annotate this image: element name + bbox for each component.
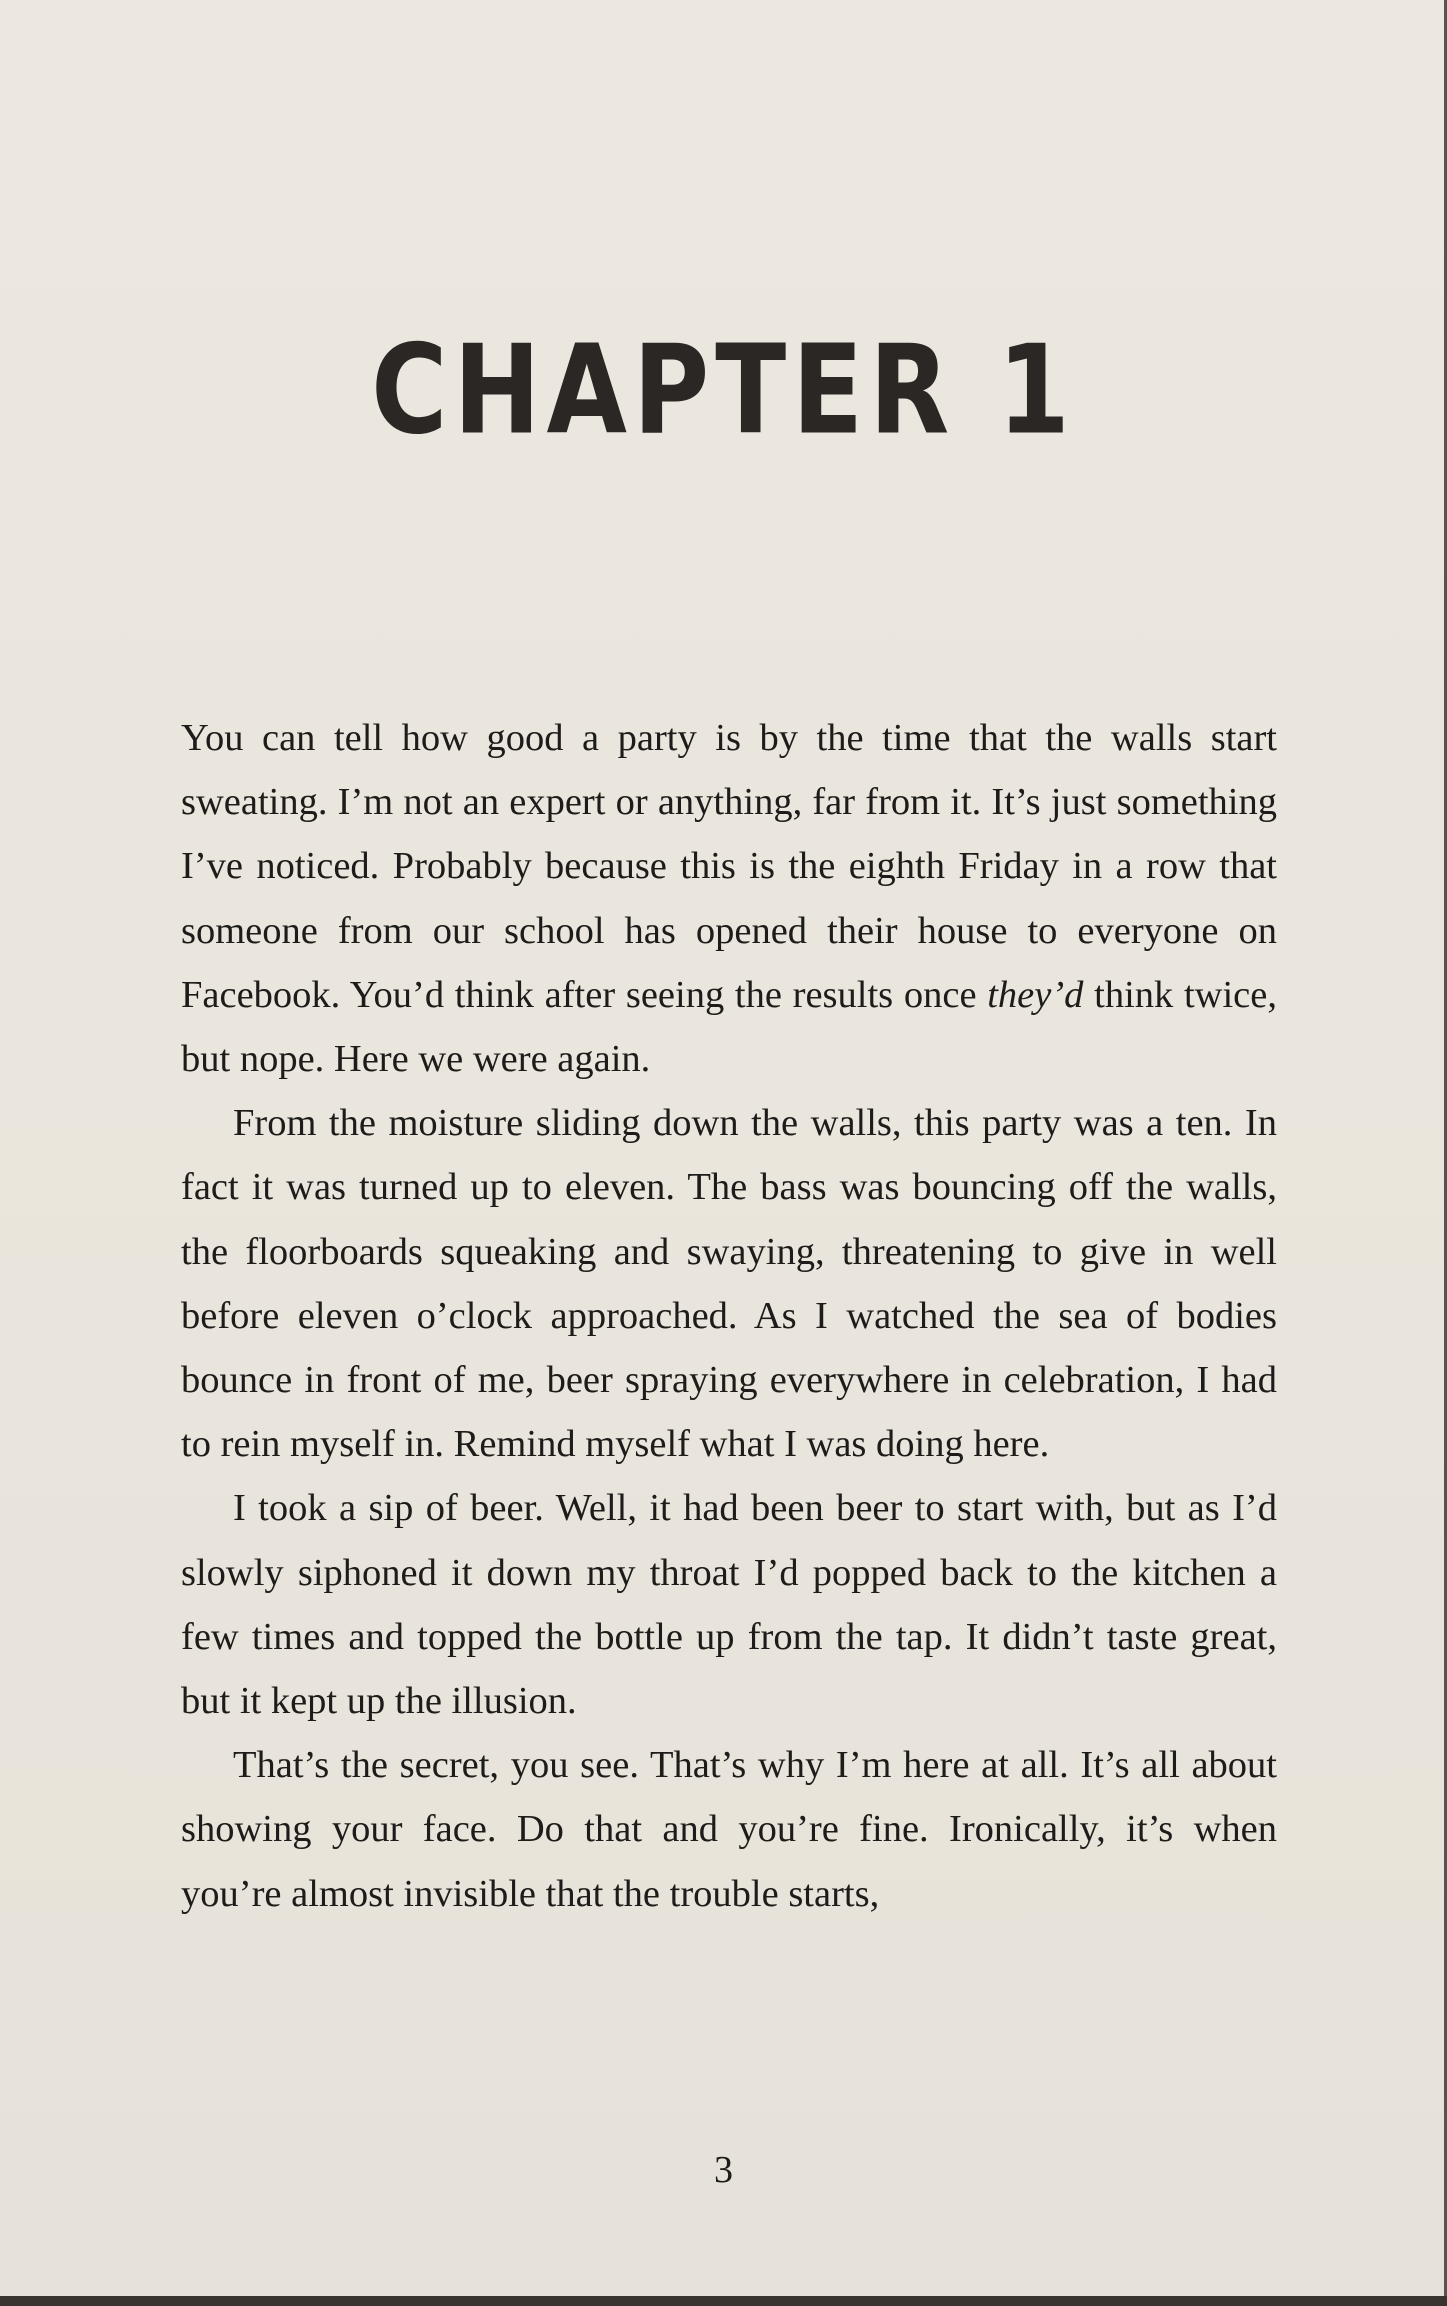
page-edge-bottom — [0, 2296, 1447, 2306]
emphasis-word: they’d — [987, 973, 1084, 1016]
paragraph-2: From the moisture sliding down the walls, this party was a ten. In fact it was turned up to eleven. The bass was bouncing off the walls, the floorboards squeaking and swaying, threatening to give in well before eleven o’clock approached. As I watched the sea of bodies bounce in front of me, beer spraying everywhere in celebration, I had to rein myself in. Remind myself what I was doing here. — [181, 1102, 1277, 1466]
body-text — [181, 706, 1277, 1926]
chapter-heading: CHAPTER 1 — [371, 318, 1076, 462]
paragraph-3: I took a sip of beer. Well, it had been beer to start with, but as I’d slowly siphoned it down my throat I’d popped back to the kitchen a few times and topped the bottle up from the tap. It didn’t taste great, but it kept up the illusion. — [181, 1487, 1277, 1723]
reverse-side-show-through — [183, 118, 1283, 182]
page-number: 3 — [714, 2149, 733, 2191]
paragraph-4: That’s the secret, you see. That’s why I’m here at all. It’s all about showing your face. Do that and you’re fine. Ironically, it’s when you’re almost invisible that the trouble starts, — [181, 1744, 1277, 1915]
paragraph-1: You can tell how good a party is by the time that the walls start sweating. I’m not an expert or anything, far from it. It’s just something I’ve noticed. Probably because this is the eighth Friday in a row that someone from our school has opened their house to everyone on Facebook. You’d think after seeing the results once they’d think twice, but nope. Here we were again. — [181, 717, 1277, 1081]
